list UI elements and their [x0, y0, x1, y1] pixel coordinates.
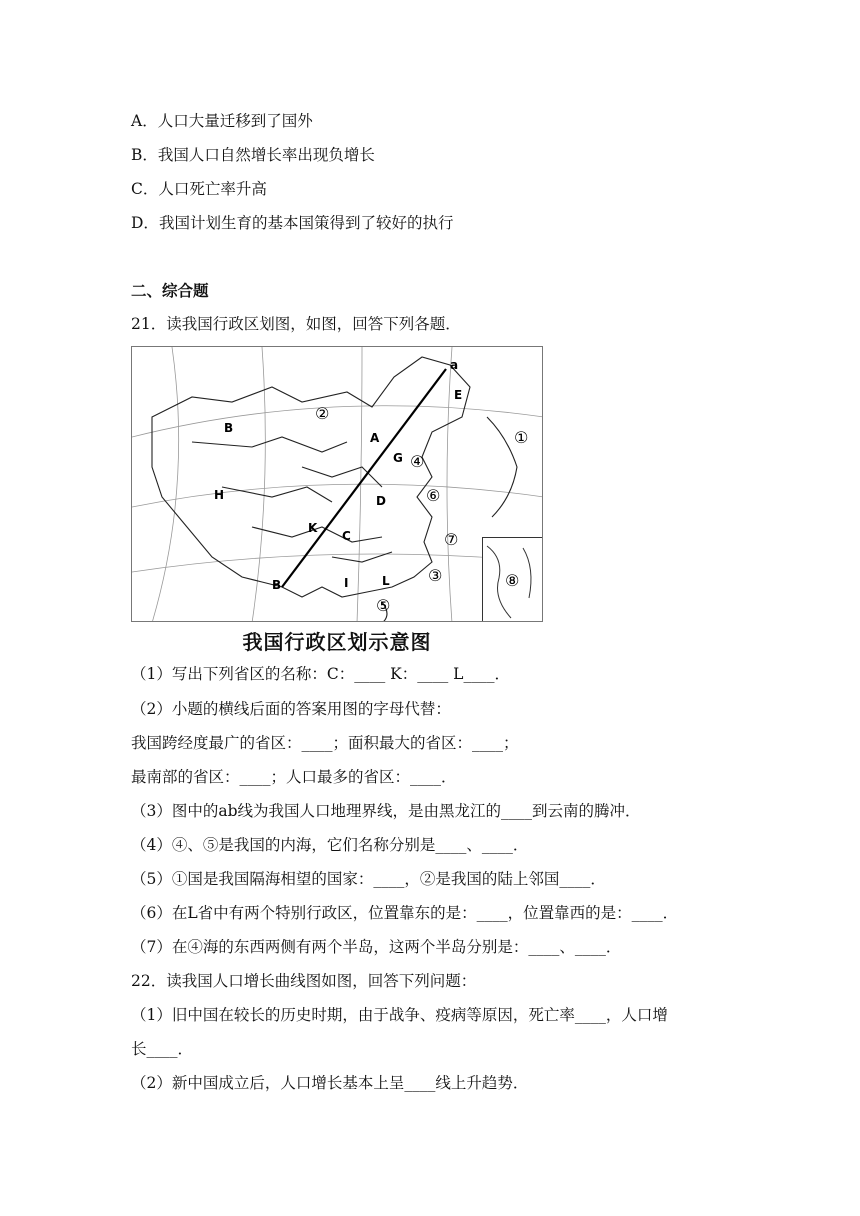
map-label-H: H [214, 488, 225, 502]
map-label-D: D [376, 494, 386, 508]
map-label-G: G [393, 451, 403, 465]
map-label-K: K [308, 521, 318, 535]
map-label-5: ⑤ [376, 596, 391, 615]
q22-part-2: （2）新中国成立后，人口增长基本上呈____线上升趋势． [131, 1074, 529, 1092]
q21-stem: 21．读我国行政区划图，如图，回答下列各题． [131, 315, 461, 333]
option-text: 人口死亡率升高 [158, 180, 267, 198]
q22-part-1b: 长____． [131, 1040, 194, 1058]
map-label-6: ⑥ [426, 486, 441, 505]
option-text: 我国人口自然增长率出现负增长 [157, 146, 375, 164]
q21-part-5: （5）①国是我国隔海相望的国家：____，②是我国的陆上邻国____． [131, 870, 606, 888]
option-letter: B． [131, 146, 158, 164]
q22-part-1a: （1）旧中国在较长的历史时期，由于战争、疫病等原因，死亡率____，人口增 [131, 1006, 668, 1024]
map-label-4: ④ [410, 452, 425, 471]
option-a [131, 111, 313, 131]
map-label-E: E [454, 388, 463, 402]
map-label-L: L [382, 574, 390, 588]
map-label-a: a [450, 358, 459, 372]
map-label-C: C [342, 529, 351, 543]
map-label-3: ③ [428, 566, 443, 585]
option-c [131, 179, 267, 199]
q21-part-1: （1）写出下列省区的名称：C：____ K：____ L____． [131, 665, 510, 683]
option-letter: A． [131, 112, 158, 130]
map-label-B: B [224, 421, 234, 435]
map-label-2: ② [315, 404, 330, 423]
map-label-1: ① [514, 428, 529, 447]
map-label-I: I [344, 576, 349, 590]
q21-part-2b: 最南部的省区：____；人口最多的省区：____． [131, 768, 457, 786]
option-d [131, 213, 453, 233]
map-caption: 我国行政区划示意图 [242, 630, 432, 654]
map-label-7: ⑦ [444, 530, 459, 549]
q21-part-2: （2）小题的横线后面的答案用图的字母代替： [131, 700, 451, 718]
option-text: 人口大量迁移到了国外 [157, 112, 313, 130]
south-china-sea-inset [482, 537, 543, 622]
inset-drawing [483, 538, 543, 622]
option-letter: D． [131, 214, 159, 232]
map-label-b-line: B [272, 578, 282, 592]
china-admin-map-figure [131, 346, 543, 654]
q21-part-2a: 我国跨经度最广的省区：____；面积最大的省区：____； [131, 734, 519, 752]
q21-part-6: （6）在L省中有两个特别行政区，位置靠东的是：____，位置靠西的是：____． [131, 904, 679, 922]
map-label-A: A [370, 431, 380, 445]
q22-stem: 22．读我国人口增长曲线图如图，回答下列问题： [131, 972, 477, 990]
china-admin-map [131, 346, 543, 622]
q21-part-7: （7）在④海的东西两侧有两个半岛，这两个半岛分别是：____、____． [131, 938, 622, 956]
option-letter: C． [131, 180, 159, 198]
q21-part-3: （3）图中的ab线为我国人口地理界线，是由黑龙江的____到云南的腾冲． [131, 802, 641, 820]
q21-part-4: （4）④、⑤是我国的内海，它们名称分别是____、____． [131, 836, 529, 854]
map-outline [152, 357, 520, 622]
section-title: 二、综合题 [131, 282, 209, 300]
option-b [131, 145, 375, 165]
map-label-8: ⑧ [505, 571, 520, 590]
option-text: 我国计划生育的基本国策得到了较好的执行 [158, 214, 454, 232]
